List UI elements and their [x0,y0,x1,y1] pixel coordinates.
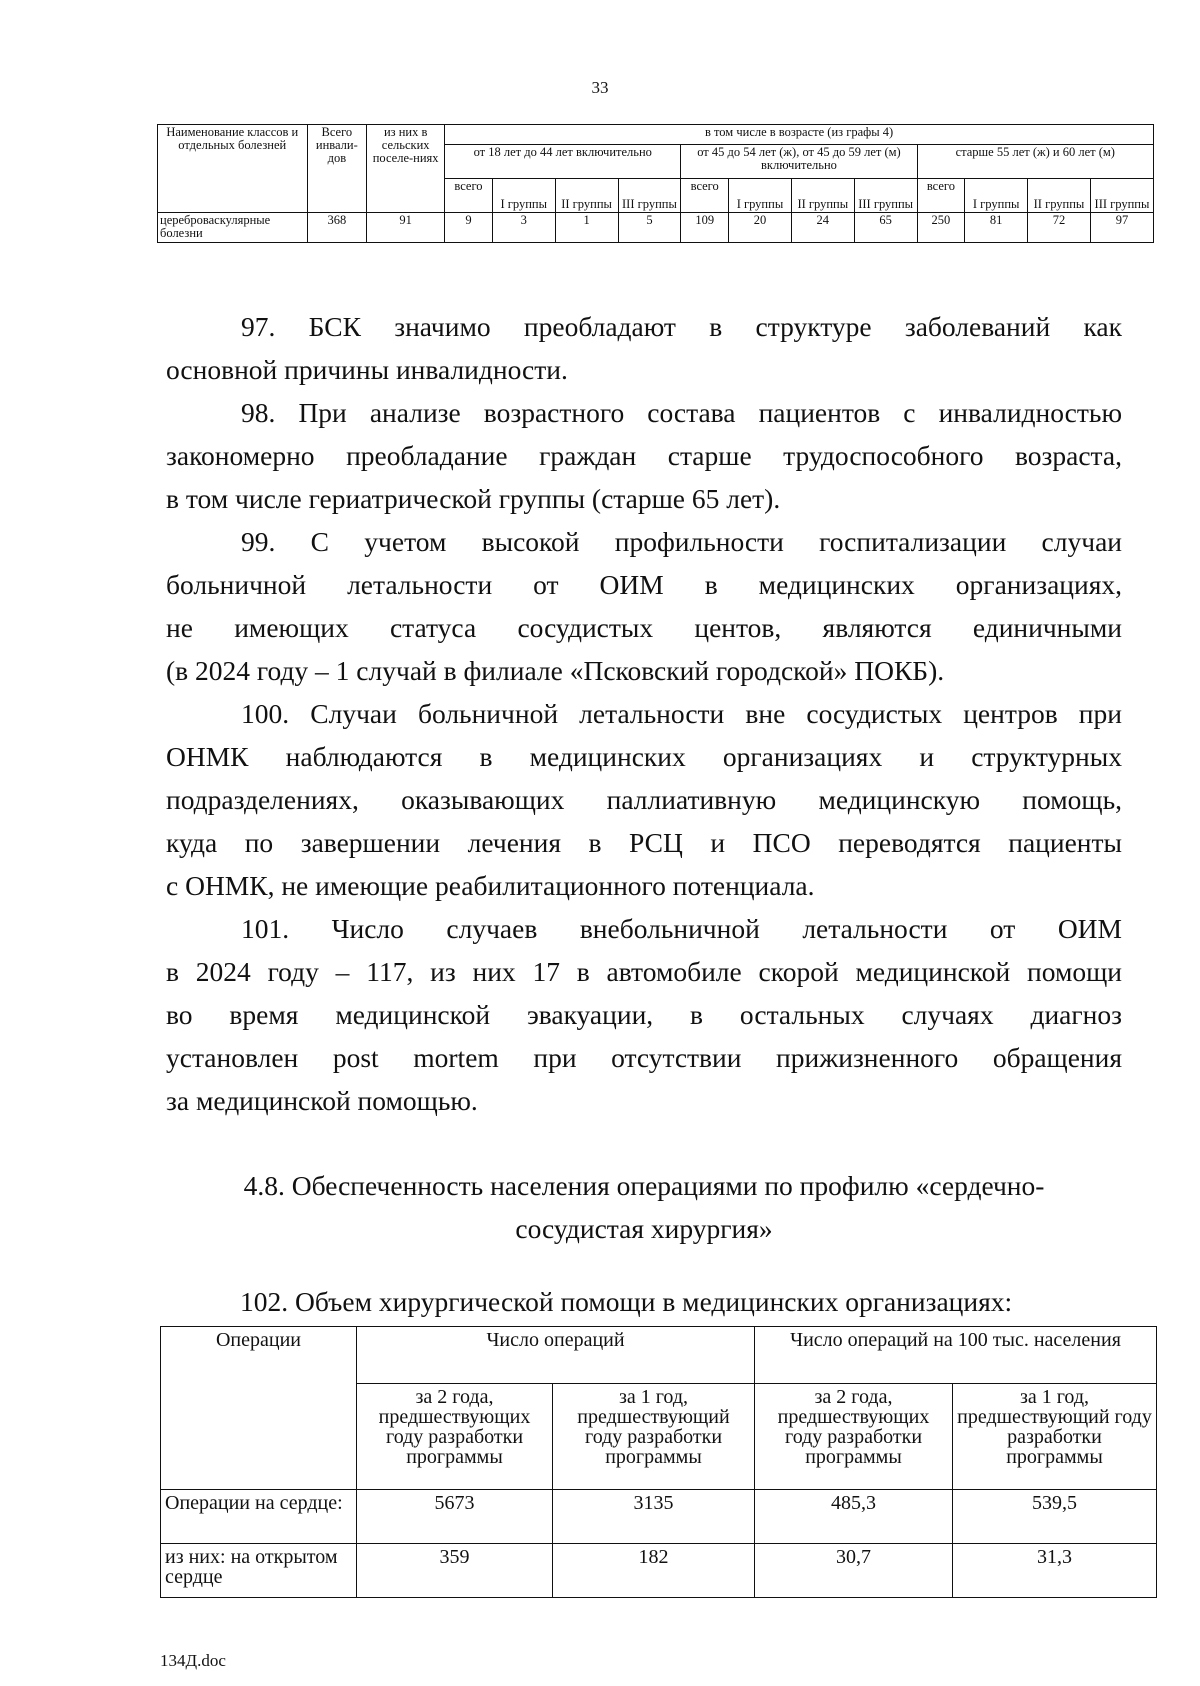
table-row [161,1490,1157,1544]
table-head-range-45-59: от 45 до 54 лет (ж), от 45 до 59 лет (м) включительно [681,145,917,179]
table-row [158,213,1154,243]
cell: 109 [681,213,729,243]
table-head-group-2: II группы [791,179,854,213]
table-head-rural: из них в сельских поселе-ниях [367,125,445,213]
paragraph-line: 97. БСК значимо преобладают в структуре заболеваний как [241,311,1122,342]
paragraph-line: за медицинской помощью. [166,1085,478,1116]
cell: 250 [917,213,965,243]
cell: 485,3 [755,1490,953,1544]
cell: 182 [553,1544,755,1598]
cell: 24 [791,213,854,243]
page-number: 33 [591,78,609,97]
table-head-total: Всего инвали-дов [307,125,367,213]
cell: 5 [618,213,681,243]
heading-line: сосудистая хирургия» [515,1213,773,1244]
cell: 65 [854,213,917,243]
table-head-all: всего [681,179,729,213]
table-row [161,1544,1157,1598]
row-name: Операции на сердце: [161,1490,357,1544]
section-heading [166,1164,1122,1250]
paragraph-line: установлен post mortem при отсутствии прижизненного обращения [166,1042,1122,1073]
table-head-group-2: II группы [555,179,618,213]
paragraph-line: (в 2024 году – 1 случай в филиале «Псковский городской» ПОКБ). [166,655,945,686]
paragraph-line: подразделениях, оказывающих паллиативную медицинскую помощь, [166,784,1122,815]
footer-filename: 134Д.doc [160,1651,226,1670]
paragraph-line: больничной летальности от ОИМ в медицинских организациях, [166,569,1122,600]
col-head-1-year: за 1 год, предшествующий году разработки программы [553,1384,755,1490]
cell: 97 [1090,213,1153,243]
col-head-operations: Операции [161,1327,357,1490]
paragraph-99 [166,520,1122,692]
paragraph-line: куда по завершении лечения в РСЦ и ПСО переводятся пациенты [166,827,1122,858]
col-head-1-year: за 1 год, предшествующий году разработки программы [953,1384,1157,1490]
cell: 31,3 [953,1544,1157,1598]
paragraph-line: в 2024 году – 117, из них 17 в автомобиле скорой медицинской помощи [166,956,1122,987]
cell: 81 [965,213,1028,243]
table-head-all: всего [917,179,965,213]
table-head-name: Наименование классов и отдельных болезней [158,125,308,213]
table-head-range-55-60: старше 55 лет (ж) и 60 лет (м) [917,145,1153,179]
paragraph-line: в том числе гериатрической группы (старше 65 лет). [166,483,781,514]
row-name: цереброваскулярные болезни [158,213,308,243]
paragraph-line: 101. Число случаев внебольничной летальности от ОИМ [241,913,1122,944]
cell-total: 368 [307,213,367,243]
cell: 1 [555,213,618,243]
paragraph-line: 100. Случаи больничной летальности вне сосудистых центров при [241,698,1122,729]
disability-table [157,124,1154,243]
col-head-2-years: за 2 года, предшествующих году разработки программы [755,1384,953,1490]
table-head-group-2: II группы [1028,179,1091,213]
col-head-per100k: Число операций на 100 тыс. населения [755,1327,1157,1384]
table-caption: 102. Объем хирургической помощи в медицинских организациях: [240,1286,1013,1317]
paragraph-101 [166,907,1122,1122]
paragraph-line: закономерно преобладание граждан старше трудоспособного возраста, [166,440,1122,471]
paragraph-line: 98. При анализе возрастного состава пациентов с инвалидностью [241,397,1122,428]
paragraph-line: во время медицинской эвакуации, в остальных случаях диагноз [166,999,1122,1030]
paragraph-97 [166,305,1122,391]
table-head-group-1: I группы [492,179,555,213]
table-head-group-1: I группы [729,179,792,213]
cell: 3135 [553,1490,755,1544]
table-head-age-group: в том числе в возрасте (из графы 4) [445,125,1154,145]
cell: 20 [729,213,792,243]
paragraph-line: основной причины инвалидности. [166,354,568,385]
heading-line: 4.8. Обеспеченность населения операциями по профилю «сердечно- [243,1170,1045,1201]
cell: 9 [445,213,493,243]
cell: 5673 [357,1490,553,1544]
paragraph-100 [166,692,1122,907]
table-head-range-18-44: от 18 лет до 44 лет включительно [445,145,681,179]
col-head-2-years: за 2 года, предшествующих году разработки программы [357,1384,553,1490]
surgery-table [160,1326,1157,1598]
col-head-count: Число операций [357,1327,755,1384]
table-head-group-3: III группы [618,179,681,213]
paragraph-98 [166,391,1122,520]
paragraph-line: 99. С учетом высокой профильности госпитализации случаи [241,526,1122,557]
cell: 3 [492,213,555,243]
row-name: из них: на открытом сердце [161,1544,357,1598]
table-head-all: всего [445,179,493,213]
table-head-group-3: III группы [1090,179,1153,213]
cell: 359 [357,1544,553,1598]
paragraph-line: не имеющих статуса сосудистых центов, являются единичными [166,612,1122,643]
cell-rural: 91 [367,213,445,243]
cell: 72 [1028,213,1091,243]
table-head-group-1: I группы [965,179,1028,213]
cell: 30,7 [755,1544,953,1598]
paragraph-line: с ОНМК, не имеющие реабилитационного потенциала. [166,870,815,901]
table-head-group-3: III группы [854,179,917,213]
paragraph-line: ОНМК наблюдаются в медицинских организациях и структурных [166,741,1122,772]
cell: 539,5 [953,1490,1157,1544]
